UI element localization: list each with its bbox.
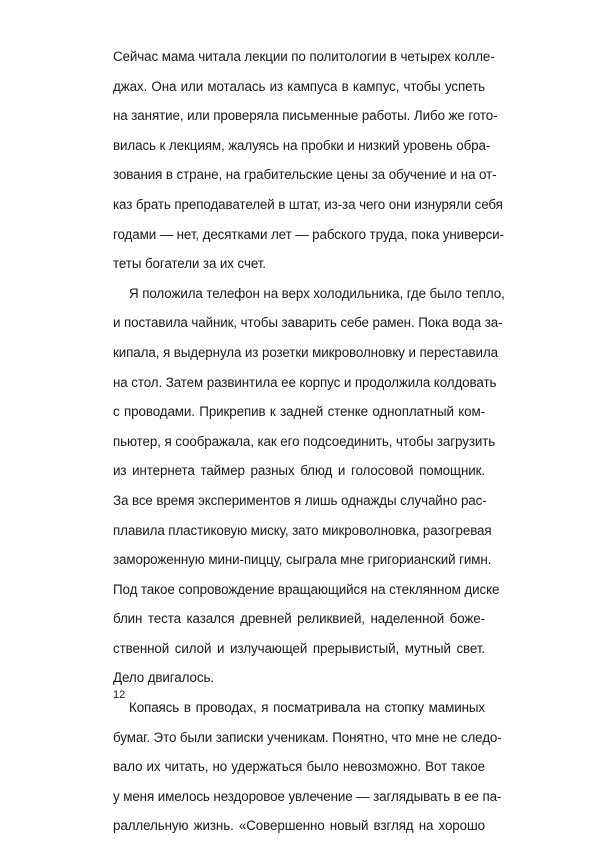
text-line: на занятие, или проверяла письменные работы. Либо же гото- <box>113 108 498 124</box>
text-line: на стол. Затем развинтила ее корпус и продолжила колдовать <box>113 374 497 390</box>
text-line: плавила пластиковую миску, зато микроволновка, разогревая <box>113 522 492 538</box>
text-line: Дело двигалось. <box>113 670 214 686</box>
text-line: каз брать преподавателей в штат, из-за чего они изнуряли себя <box>113 196 503 212</box>
text-line: раллельную жизнь. «Совершенно новый взгляд на хорошо <box>113 818 485 834</box>
text-line: Я положила телефон на верх холодильника, где было тепло, <box>129 285 505 301</box>
text-line: кипала, я выдернула из розетки микроволновку и переставила <box>113 344 498 360</box>
paragraph <box>113 279 505 693</box>
text-line: замороженную мини-пиццу, сыграла мне григорианский гимн. <box>113 552 492 568</box>
text-line: и поставила чайник, чтобы заварить себе рамен. Пока вода за- <box>113 315 503 331</box>
text-line: пьютер, я соображала, как его подсоединить, чтобы загрузить <box>113 433 496 449</box>
text-line: у меня имелось нездоровое увлечение — заглядывать в ее па- <box>113 788 502 804</box>
text-line: бумаг. Это были записки ученикам. Понятно, что мне не следо- <box>113 729 502 745</box>
text-line: из интернета таймер разных блюд и голосовой помощник. <box>113 463 485 479</box>
text-line: Сейчас мама читала лекции по политологии в четырех колле- <box>113 49 495 64</box>
paragraph <box>113 693 502 841</box>
text-line: ственной силой и излучающей прерывистый, мутный свет. <box>113 640 485 656</box>
text-line: вилась к лекциям, жалуясь на пробки и низкий уровень обра- <box>113 137 491 153</box>
text-line: с проводами. Прикрепив к задней стенке одноплатный ком- <box>113 404 485 420</box>
page-body <box>113 42 505 841</box>
text-line: вало их читать, но удержаться было невозможно. Вот такое <box>113 759 485 775</box>
text-line: годами — нет, десятками лет — рабского труда, пока универси- <box>113 226 504 242</box>
text-line: зования в стране, на грабительские цены за обучение и на от- <box>113 167 497 183</box>
page-number: 12 <box>113 689 126 701</box>
text-line: Под такое сопровождение вращающийся на стеклянном диске <box>113 581 500 597</box>
text-line: блин теста казался древней реликвией, наделенной боже- <box>113 611 485 627</box>
text-line: джах. Она или моталась из кампуса в кампус, чтобы успеть <box>113 78 485 94</box>
text-body <box>113 42 505 841</box>
text-line: теты богатели за их счет. <box>113 256 266 272</box>
paragraph <box>113 42 504 279</box>
text-line: Копаясь в проводах, я посматривала на стопку маминых <box>129 700 485 716</box>
text-line: За все время экспериментов я лишь однажды случайно рас- <box>113 492 487 508</box>
